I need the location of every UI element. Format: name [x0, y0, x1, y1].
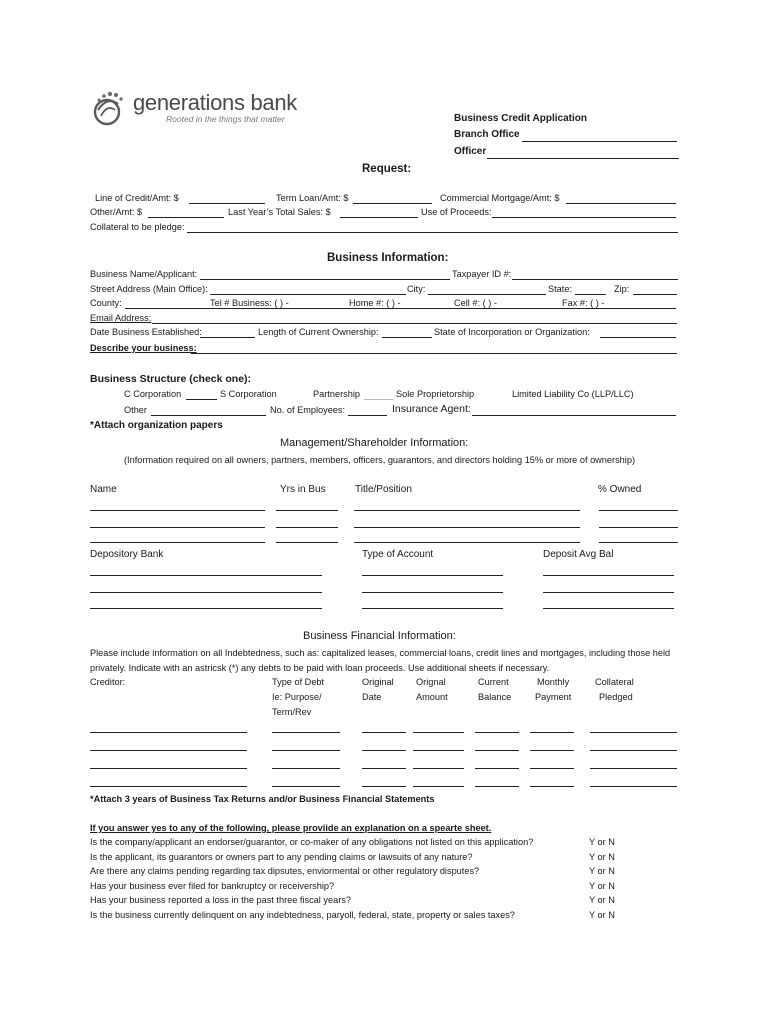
owner-years-field[interactable]	[276, 542, 338, 543]
line-of-credit-field[interactable]	[189, 203, 265, 204]
col-percent-owned: % Owned	[598, 484, 642, 495]
creditor-field[interactable]	[90, 732, 247, 733]
last-year-sales-label: Last Year’s Total Sales: $	[228, 207, 331, 217]
owner-name-field[interactable]	[90, 527, 265, 528]
fax-label: Fax #: ( ) -	[562, 298, 605, 308]
depository-bank-field[interactable]	[90, 592, 322, 593]
original-date-field[interactable]	[362, 768, 406, 769]
original-amount-field[interactable]	[413, 786, 464, 787]
use-of-proceeds-label: Use of Proceeds:	[421, 207, 492, 217]
business-structure-heading: Business Structure (check one):	[90, 373, 252, 385]
owner-name-field[interactable]	[90, 542, 265, 543]
length-ownership-label: Length of Current Ownership:	[258, 327, 379, 337]
original-amount-field[interactable]	[413, 732, 464, 733]
state-incorporation-field[interactable]	[600, 337, 676, 338]
length-ownership-field[interactable]	[382, 337, 432, 338]
questions-heading: If you answer yes to any of the following, please proviide an explanation on a spearte sheet.	[90, 823, 492, 833]
street-address-label: Street Address (Main Office):	[90, 284, 208, 294]
use-of-proceeds-field[interactable]	[492, 217, 676, 218]
owner-years-field[interactable]	[276, 527, 338, 528]
business-info-heading: Business Information:	[327, 252, 449, 264]
monthly-payment-field[interactable]	[530, 732, 574, 733]
branch-office-label: Branch Office	[454, 129, 520, 140]
request-heading: Request:	[362, 163, 412, 175]
owner-percent-field[interactable]	[599, 510, 678, 511]
owner-title-field[interactable]	[354, 527, 580, 528]
county-field[interactable]	[125, 308, 676, 309]
officer-field[interactable]	[487, 158, 679, 159]
question-text: Is the applicant, its guarantors or owners part to any pending claims or lawsuits of any nature?	[90, 851, 473, 862]
col-name: Name	[90, 484, 117, 495]
yes-no-answer[interactable]: Y or N	[589, 909, 615, 920]
col-deposit-avg-bal: Deposit Avg Bal	[543, 549, 614, 560]
county-label: County:	[90, 298, 122, 308]
col-collateral-2: Pledged	[599, 692, 633, 702]
collateral-field[interactable]	[187, 232, 678, 233]
owner-name-field[interactable]	[90, 510, 265, 511]
debt-type-field[interactable]	[272, 786, 340, 787]
monthly-payment-field[interactable]	[530, 786, 574, 787]
collateral-pledged-field[interactable]	[590, 750, 677, 751]
commercial-mortgage-label: Commercial Mortgage/Amt: $	[440, 193, 560, 203]
original-amount-field[interactable]	[413, 750, 464, 751]
question-text: Is the business currently delinquent on any indebtedness, paryoll, federal, state, property or sales taxes?	[90, 909, 515, 920]
management-note: (Information required on all owners, partners, members, officers, guarantors, and directors holding 15% or more of ownership)	[124, 455, 636, 465]
describe-business-field[interactable]	[191, 353, 677, 354]
attach-tax-returns: *Attach 3 years of Business Tax Returns and/or Business Financial Statements	[90, 794, 435, 804]
original-date-field[interactable]	[362, 786, 406, 787]
business-name-field[interactable]	[200, 279, 450, 280]
attach-organization-papers: *Attach organization papers	[90, 420, 223, 431]
commercial-mortgage-field[interactable]	[566, 203, 676, 204]
col-creditor: Creditor:	[90, 677, 126, 687]
col-title-position: Title/Position	[355, 484, 412, 495]
financial-instructions-1: Please include information on all Indebtedness, such as: capitalized leases, commercial loans, credit lines and mortgages, including those held	[90, 648, 671, 658]
col-original-date-2: Date	[362, 692, 382, 702]
question-text: Has your business reported a loss in the past three fiscal years?	[90, 895, 351, 905]
original-date-field[interactable]	[362, 732, 406, 733]
date-established-field[interactable]	[200, 337, 255, 338]
other-amt-field[interactable]	[148, 217, 224, 218]
zip-label: Zip:	[614, 284, 630, 294]
depository-bank-field[interactable]	[90, 608, 322, 609]
monthly-payment-field[interactable]	[530, 750, 574, 751]
date-established-label: Date Business Established:	[90, 327, 202, 337]
debt-type-field[interactable]	[272, 750, 340, 751]
collateral-label: Collateral to be pledge:	[90, 222, 185, 232]
account-type-field[interactable]	[362, 608, 503, 609]
collateral-pledged-field[interactable]	[590, 786, 677, 787]
col-type-of-account: Type of Account	[362, 549, 434, 560]
owner-percent-field[interactable]	[599, 542, 678, 543]
depository-bank-field[interactable]	[90, 575, 322, 576]
employees-label: No. of Employees:	[270, 405, 346, 415]
collateral-pledged-field[interactable]	[590, 768, 677, 769]
col-original-date-1: Original	[362, 677, 394, 687]
bank-tagline: Rooted in the things that matter	[166, 114, 285, 124]
branch-office-field[interactable]	[522, 141, 677, 142]
email-label: Email Address:	[90, 313, 152, 323]
creditor-field[interactable]	[90, 750, 247, 751]
financial-heading: Business Financial Information:	[303, 630, 456, 642]
business-name-label: Business Name/Applicant:	[90, 269, 198, 279]
current-balance-field[interactable]	[475, 750, 519, 751]
question-text: Has your business ever filed for bankruptcy or receivership?	[90, 880, 335, 891]
col-current-balance-2: Balance	[478, 692, 512, 702]
yes-no-answer[interactable]: Y or N	[589, 851, 615, 862]
bank-name: generations bank	[133, 90, 297, 115]
col-collateral-1: Collateral	[595, 677, 634, 687]
current-balance-field[interactable]	[475, 768, 519, 769]
owner-title-field[interactable]	[354, 510, 580, 511]
c-corporation-checkbox[interactable]	[186, 399, 217, 400]
col-type-debt-2: Ie: Purpose/	[272, 692, 322, 702]
city-label: City:	[407, 284, 426, 294]
col-depository-bank: Depository Bank	[90, 549, 164, 560]
describe-business-label: Describe your business:	[90, 343, 197, 353]
deposit-avg-bal-field[interactable]	[543, 575, 674, 576]
deposit-avg-bal-field[interactable]	[543, 608, 674, 609]
home-phone-label: Home #: ( ) -	[349, 298, 401, 308]
s-corporation-option[interactable]: S Corporation	[220, 389, 277, 399]
col-yrs-in-bus: Yrs in Bus	[280, 484, 326, 495]
other-structure-label: Other	[124, 405, 147, 415]
owner-title-field[interactable]	[354, 542, 580, 543]
llc-option[interactable]: Limited Liability Co (LLP/LLC)	[512, 389, 634, 399]
col-current-balance-1: Current	[478, 677, 509, 687]
term-loan-label: Term Loan/Amt: $	[276, 193, 349, 203]
account-type-field[interactable]	[362, 592, 503, 593]
street-address-field[interactable]	[210, 294, 406, 295]
owner-percent-field[interactable]	[599, 527, 678, 528]
email-field[interactable]	[152, 323, 677, 324]
account-type-field[interactable]	[362, 575, 503, 576]
creditor-field[interactable]	[90, 786, 247, 787]
financial-instructions-2: privately. Indicate with an astricsk (*) any debts to be paid with loan proceeds. Use additional sheets if necessary.	[90, 663, 550, 673]
partnership-option[interactable]: Partnership	[313, 389, 360, 399]
tel-business-label: Tel # Business: ( ) -	[210, 298, 289, 308]
original-amount-field[interactable]	[413, 768, 464, 769]
management-heading: Management/Shareholder Information:	[280, 437, 469, 449]
taxpayer-id-field[interactable]	[512, 279, 678, 280]
state-incorporation-label: State of Incorporation or Organization:	[434, 327, 590, 337]
taxpayer-id-label: Taxpayer ID #:	[452, 269, 512, 279]
creditor-field[interactable]	[90, 768, 247, 769]
line-of-credit-label: Line of Credit/Amt: $	[95, 193, 179, 203]
current-balance-field[interactable]	[475, 732, 519, 733]
col-monthly-payment-1: Monthly	[537, 677, 570, 687]
zip-field[interactable]	[633, 294, 677, 295]
insurance-agent-label: Insurance Agent:	[392, 403, 471, 415]
deposit-avg-bal-field[interactable]	[543, 592, 674, 593]
col-original-amount-1: Orignal	[416, 677, 446, 687]
partnership-checkbox[interactable]	[364, 399, 393, 400]
monthly-payment-field[interactable]	[530, 768, 574, 769]
collateral-pledged-field[interactable]	[590, 732, 677, 733]
original-date-field[interactable]	[362, 750, 406, 751]
insurance-agent-field[interactable]	[472, 415, 676, 416]
state-label: State:	[548, 284, 573, 294]
term-loan-field[interactable]	[353, 203, 432, 204]
other-structure-field[interactable]	[151, 415, 266, 416]
last-year-sales-field[interactable]	[340, 217, 418, 218]
question-text: Are there any claims pending regarding tax dipsutes, enviormental or other regulatory disputes?	[90, 866, 480, 876]
state-field[interactable]	[575, 294, 606, 295]
c-corporation-option[interactable]: C Corporation	[124, 389, 182, 399]
officer-label: Officer	[454, 146, 487, 157]
debt-type-field[interactable]	[272, 732, 340, 733]
debt-type-field[interactable]	[272, 768, 340, 769]
owner-years-field[interactable]	[276, 510, 338, 511]
yes-no-answer[interactable]: Y or N	[589, 895, 615, 905]
sole-proprietorship-option[interactable]: Sole Proprietorship	[396, 389, 475, 399]
col-type-debt-1: Type of Debt	[272, 677, 325, 687]
col-type-debt-3: Term/Rev	[272, 707, 312, 717]
yes-no-answer[interactable]: Y or N	[589, 880, 615, 891]
current-balance-field[interactable]	[475, 786, 519, 787]
col-original-amount-2: Amount	[416, 692, 448, 702]
yes-no-answer[interactable]: Y or N	[589, 837, 615, 847]
city-field[interactable]	[428, 294, 546, 295]
yes-no-answer[interactable]: Y or N	[589, 866, 615, 876]
bank-logo-mark-icon	[90, 90, 128, 126]
other-amt-label: Other/Amt: $	[90, 207, 143, 217]
form-title: Business Credit Application	[454, 113, 587, 124]
bank-logo	[90, 88, 305, 128]
employees-field[interactable]	[348, 415, 387, 416]
col-monthly-payment-2: Payment	[535, 692, 572, 702]
question-text: Is the company/applicant an endorser/guarantor, or co-maker of any obligations not listed on this application?	[90, 837, 534, 847]
cell-phone-label: Cell #: ( ) -	[454, 298, 497, 308]
